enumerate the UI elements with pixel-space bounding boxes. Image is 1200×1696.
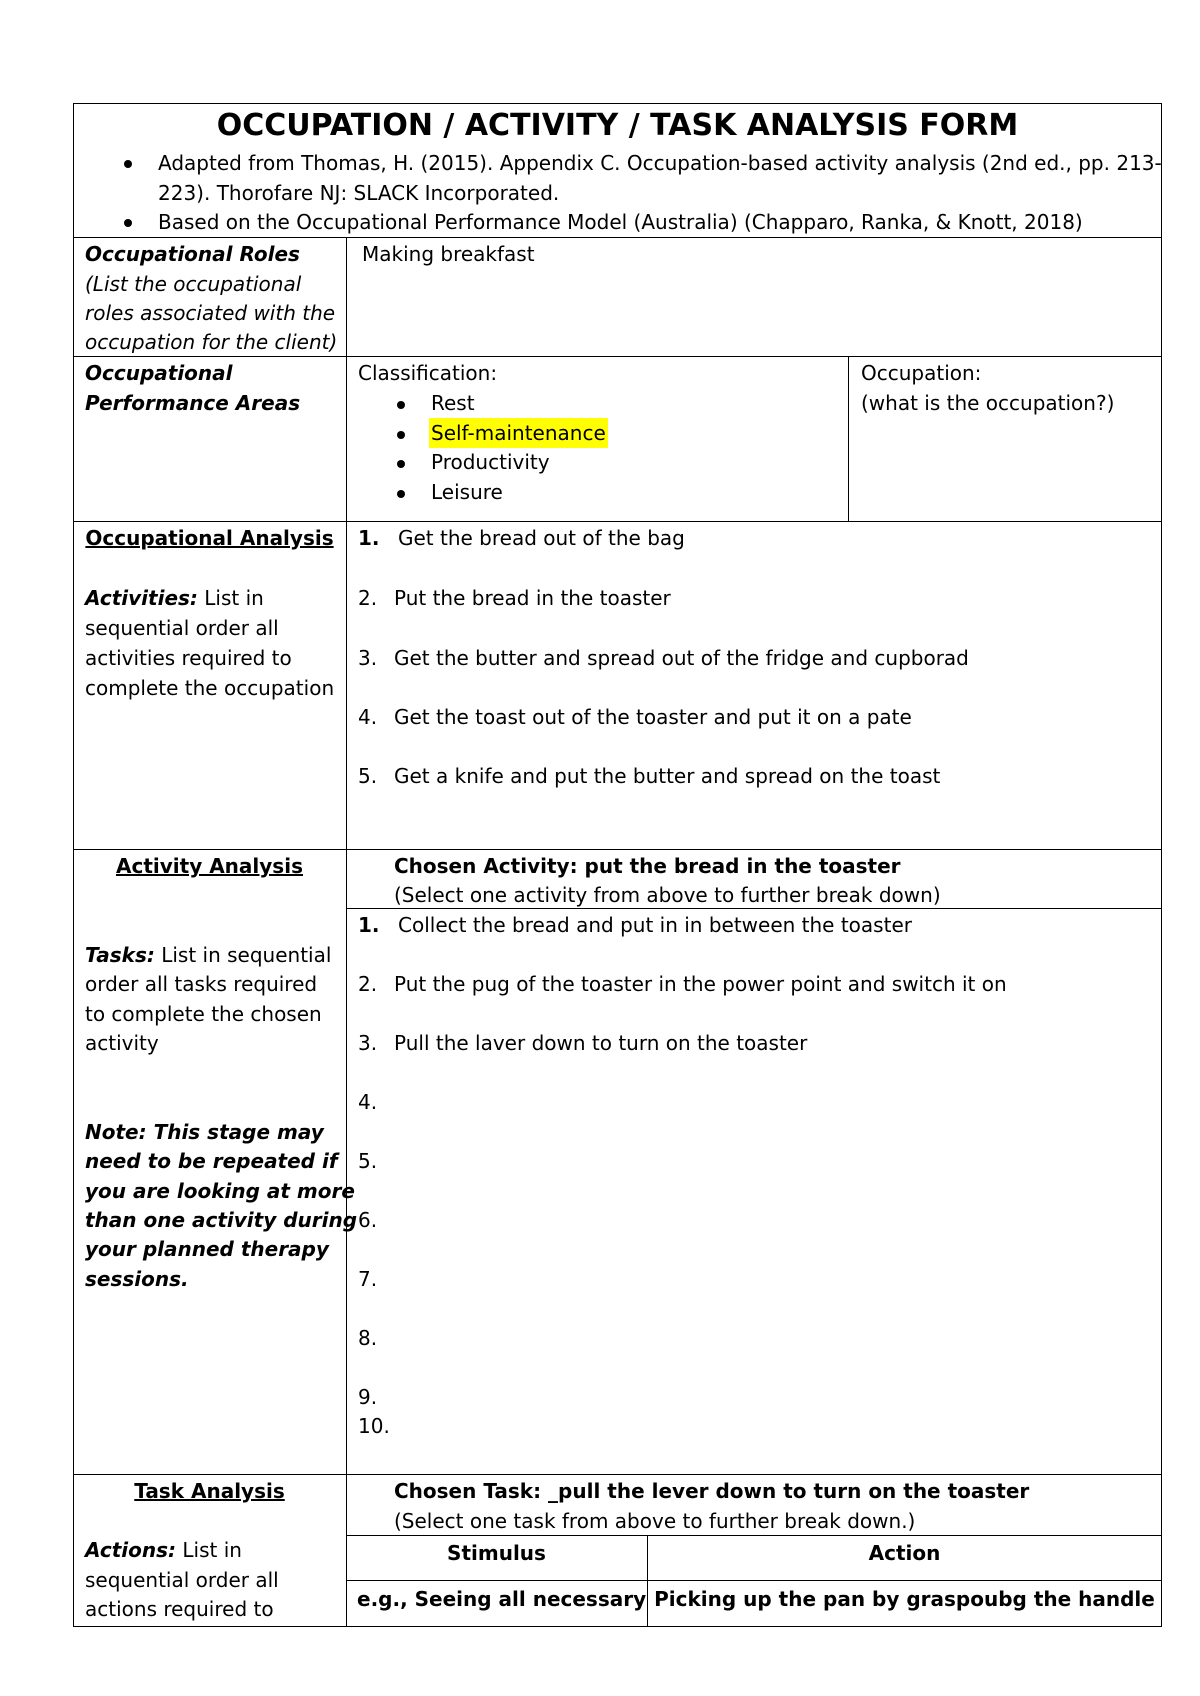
activities-desc: sequential order all <box>85 616 279 640</box>
task-number: 7. <box>358 1267 378 1291</box>
classification-option-productivity[interactable]: Productivity <box>431 450 550 474</box>
chosen-task[interactable]: Chosen Task: _pull the lever down to turn on the toaster <box>394 1479 1030 1503</box>
stimulus-column-header: Stimulus <box>447 1541 546 1565</box>
occupation-hint[interactable]: (what is the occupation?) <box>861 391 1115 415</box>
task-analysis-label: Task Analysis <box>134 1479 285 1503</box>
classification-option-self-maintenance[interactable]: Self-maintenance <box>429 418 608 448</box>
row-divider <box>73 849 1162 850</box>
activity-number: 4. <box>358 705 378 729</box>
bullet-icon <box>397 431 405 439</box>
task-number: 9. <box>358 1385 378 1409</box>
activity-number: 3. <box>358 646 378 670</box>
activity-item[interactable]: Get a knife and put the butter and spread on the toast <box>394 764 941 788</box>
roles-hint: roles associated with the <box>85 301 336 325</box>
areas-label: Performance Areas <box>85 391 301 415</box>
task-number: 5. <box>358 1149 378 1173</box>
note-text: you are looking at more <box>85 1179 355 1203</box>
activity-number: 1. <box>358 526 380 550</box>
classification-option-rest[interactable]: Rest <box>431 391 475 415</box>
task-number: 1. <box>358 913 380 937</box>
actions-desc: actions required to <box>85 1597 274 1621</box>
bullet-icon <box>124 160 132 168</box>
example-stimulus[interactable]: e.g., Seeing all necessary <box>357 1587 647 1611</box>
tasks-desc: to complete the chosen <box>85 1002 322 1026</box>
col-divider <box>848 356 849 521</box>
task-number: 10. <box>358 1414 390 1438</box>
row-divider <box>73 1474 1162 1475</box>
activities-description <box>85 583 264 613</box>
occupation-label: Occupation: <box>861 361 982 385</box>
action-column-header: Action <box>868 1541 941 1565</box>
activity-number: 2. <box>358 586 378 610</box>
actions-desc: List in <box>176 1538 242 1562</box>
tasks-label: Tasks: <box>85 943 155 967</box>
activity-item[interactable]: Get the bread out of the bag <box>398 526 685 550</box>
activities-desc: complete the occupation <box>85 676 335 700</box>
task-number: 2. <box>358 972 378 996</box>
bullet-icon <box>124 219 132 227</box>
header-bullet-model: Based on the Occupational Performance Model (Australia) (Chapparo, Ranka, & Knott, 2018) <box>158 210 1083 234</box>
note-text: Note: This stage may <box>85 1120 324 1144</box>
activities-desc: List in <box>197 586 264 610</box>
actions-label: Actions: <box>85 1538 177 1562</box>
activity-number: 5. <box>358 764 378 788</box>
task-number: 8. <box>358 1326 378 1350</box>
task-item[interactable]: Pull the laver down to turn on the toaster <box>394 1031 808 1055</box>
roles-hint: occupation for the client) <box>85 330 338 354</box>
task-number: 4. <box>358 1090 378 1114</box>
header-bullet-adapted-cont: 223). Thorofare NJ: SLACK Incorporated. <box>158 181 560 205</box>
task-number: 6. <box>358 1208 378 1232</box>
note-text: need to be repeated if <box>85 1149 338 1173</box>
bullet-icon <box>397 401 405 409</box>
row-divider <box>73 521 1162 522</box>
areas-label: Occupational <box>85 361 233 385</box>
bullet-icon <box>397 460 405 468</box>
activity-item[interactable]: Get the butter and spread out of the fridge and cupborad <box>394 646 969 670</box>
task-number: 3. <box>358 1031 378 1055</box>
row-divider <box>73 237 1162 238</box>
task-item[interactable]: Put the pug of the toaster in the power point and switch it on <box>394 972 1007 996</box>
activity-analysis-label: Activity Analysis <box>116 854 303 878</box>
classification-label: Classification: <box>358 361 498 385</box>
header-bullet-adapted: Adapted from Thomas, H. (2015). Appendix C. Occupation-based activity analysis (2nd ed., pp. 213- <box>158 151 1162 175</box>
example-action[interactable]: Picking up the pan by graspoubg the handle <box>654 1587 1155 1611</box>
actions-desc: sequential order all <box>85 1568 279 1592</box>
note-text: sessions. <box>85 1267 189 1291</box>
tasks-desc: List in sequential <box>154 943 332 967</box>
activity-item[interactable]: Get the toast out of the toaster and put it on a pate <box>394 705 912 729</box>
chosen-task-hint: (Select one task from above to further break down.) <box>394 1509 916 1533</box>
activities-desc: activities required to <box>85 646 292 670</box>
col-divider <box>346 237 347 1627</box>
roles-value[interactable]: Making breakfast <box>362 242 535 266</box>
task-item[interactable]: Collect the bread and put in in between the toaster <box>398 913 912 937</box>
activities-label: Activities: <box>85 586 198 610</box>
bullet-icon <box>397 490 405 498</box>
tasks-desc: order all tasks required <box>85 972 318 996</box>
tasks-description <box>85 940 331 970</box>
classification-option-leisure[interactable]: Leisure <box>431 480 503 504</box>
row-divider <box>346 1580 1162 1581</box>
occupational-analysis-label: Occupational Analysis <box>85 526 334 550</box>
note-text: your planned therapy <box>85 1237 329 1261</box>
roles-hint: (List the occupational <box>85 272 302 296</box>
form-title: OCCUPATION / ACTIVITY / TASK ANALYSIS FORM <box>216 108 1019 143</box>
tasks-desc: activity <box>85 1031 159 1055</box>
chosen-activity[interactable]: Chosen Activity: put the bread in the toaster <box>394 854 901 878</box>
chosen-activity-hint: (Select one activity from above to further break down) <box>394 883 941 907</box>
note-text: than one activity during <box>85 1208 358 1232</box>
actions-description <box>85 1535 242 1565</box>
activity-item[interactable]: Put the bread in the toaster <box>394 586 671 610</box>
roles-label: Occupational Roles <box>85 242 300 266</box>
